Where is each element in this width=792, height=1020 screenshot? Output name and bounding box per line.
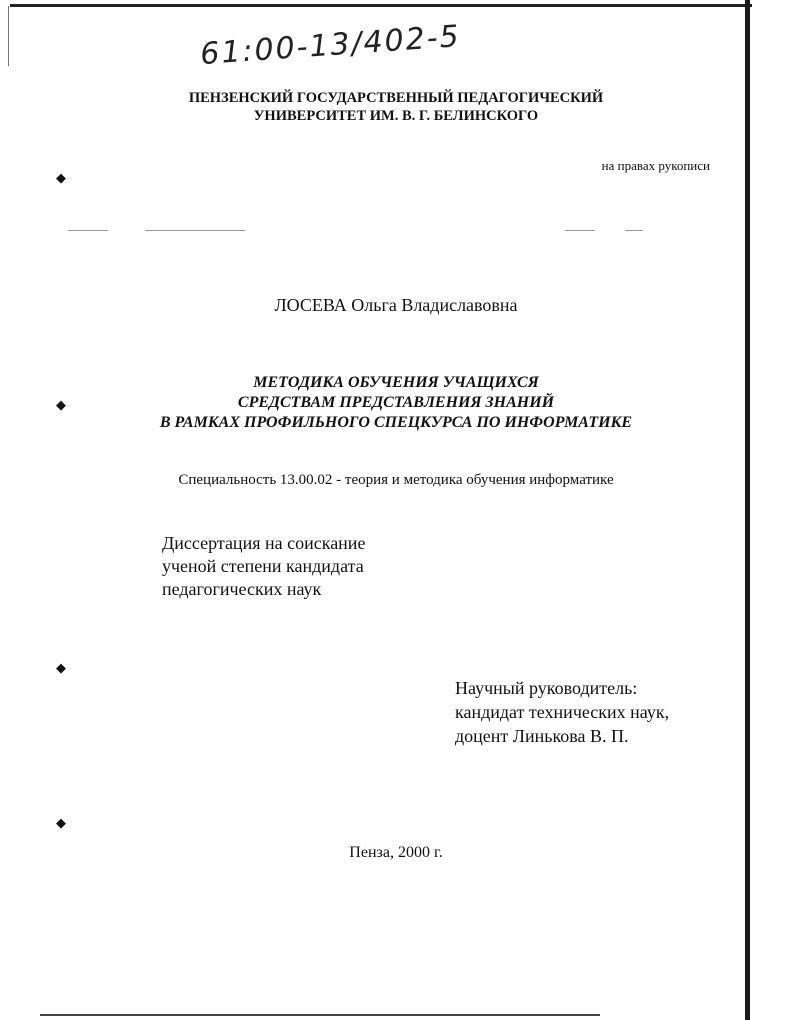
degree-line-3: педагогических наук [162,579,322,599]
author-name: ЛОСЕВА Ольга Владиславовна [274,295,518,315]
scan-dash [145,230,245,231]
punch-hole-mark: ◆ [56,170,66,185]
scan-left-edge [8,6,9,66]
title-line-2: СРЕДСТВАМ ПРЕДСТАВЛЕНИЯ ЗНАНИЙ [237,394,555,411]
archive-number: 61:00-13/402-5 [199,19,462,73]
degree-line-1: Диссертация на соискание [162,533,366,553]
scan-bottom-edge [40,1014,600,1016]
punch-hole-mark: ◆ [56,815,66,830]
university-line-1: ПЕНЗЕНСКИЙ ГОСУДАРСТВЕННЫЙ ПЕДАГОГИЧЕСКИЙ [188,90,604,106]
supervisor-line-3: доцент Линькова В. П. [455,726,629,746]
scan-dash [68,230,108,231]
scan-dash [565,230,595,231]
punch-hole-mark: ◆ [56,660,66,675]
manuscript-note: на правах рукописи [601,158,710,173]
city-year: Пенза, 2000 г. [349,844,443,861]
supervisor-line-1: Научный руководитель: [455,678,638,698]
supervisor-block [455,676,669,748]
scan-top-edge [10,4,752,7]
degree-statement [162,532,365,601]
supervisor-line-2: кандидат технических наук, [455,702,670,722]
scan-right-edge [745,0,750,1020]
university-line-2: УНИВЕРСИТЕТ ИМ. В. Г. БЕЛИНСКОГО [253,108,539,124]
title-line-1: МЕТОДИКА ОБУЧЕНИЯ УЧАЩИХСЯ [253,374,539,391]
degree-line-2: ученой степени кандидата [162,556,364,576]
punch-hole-mark: ◆ [56,397,66,412]
scan-dash [625,230,643,231]
university-header [0,89,792,125]
title-line-3: В РАМКАХ ПРОФИЛЬНОГО СПЕЦКУРСА ПО ИНФОРМАТИКЕ [159,414,633,431]
dissertation-title [0,373,792,433]
specialty: Специальность 13.00.02 - теория и методика обучения информатике [178,472,614,488]
